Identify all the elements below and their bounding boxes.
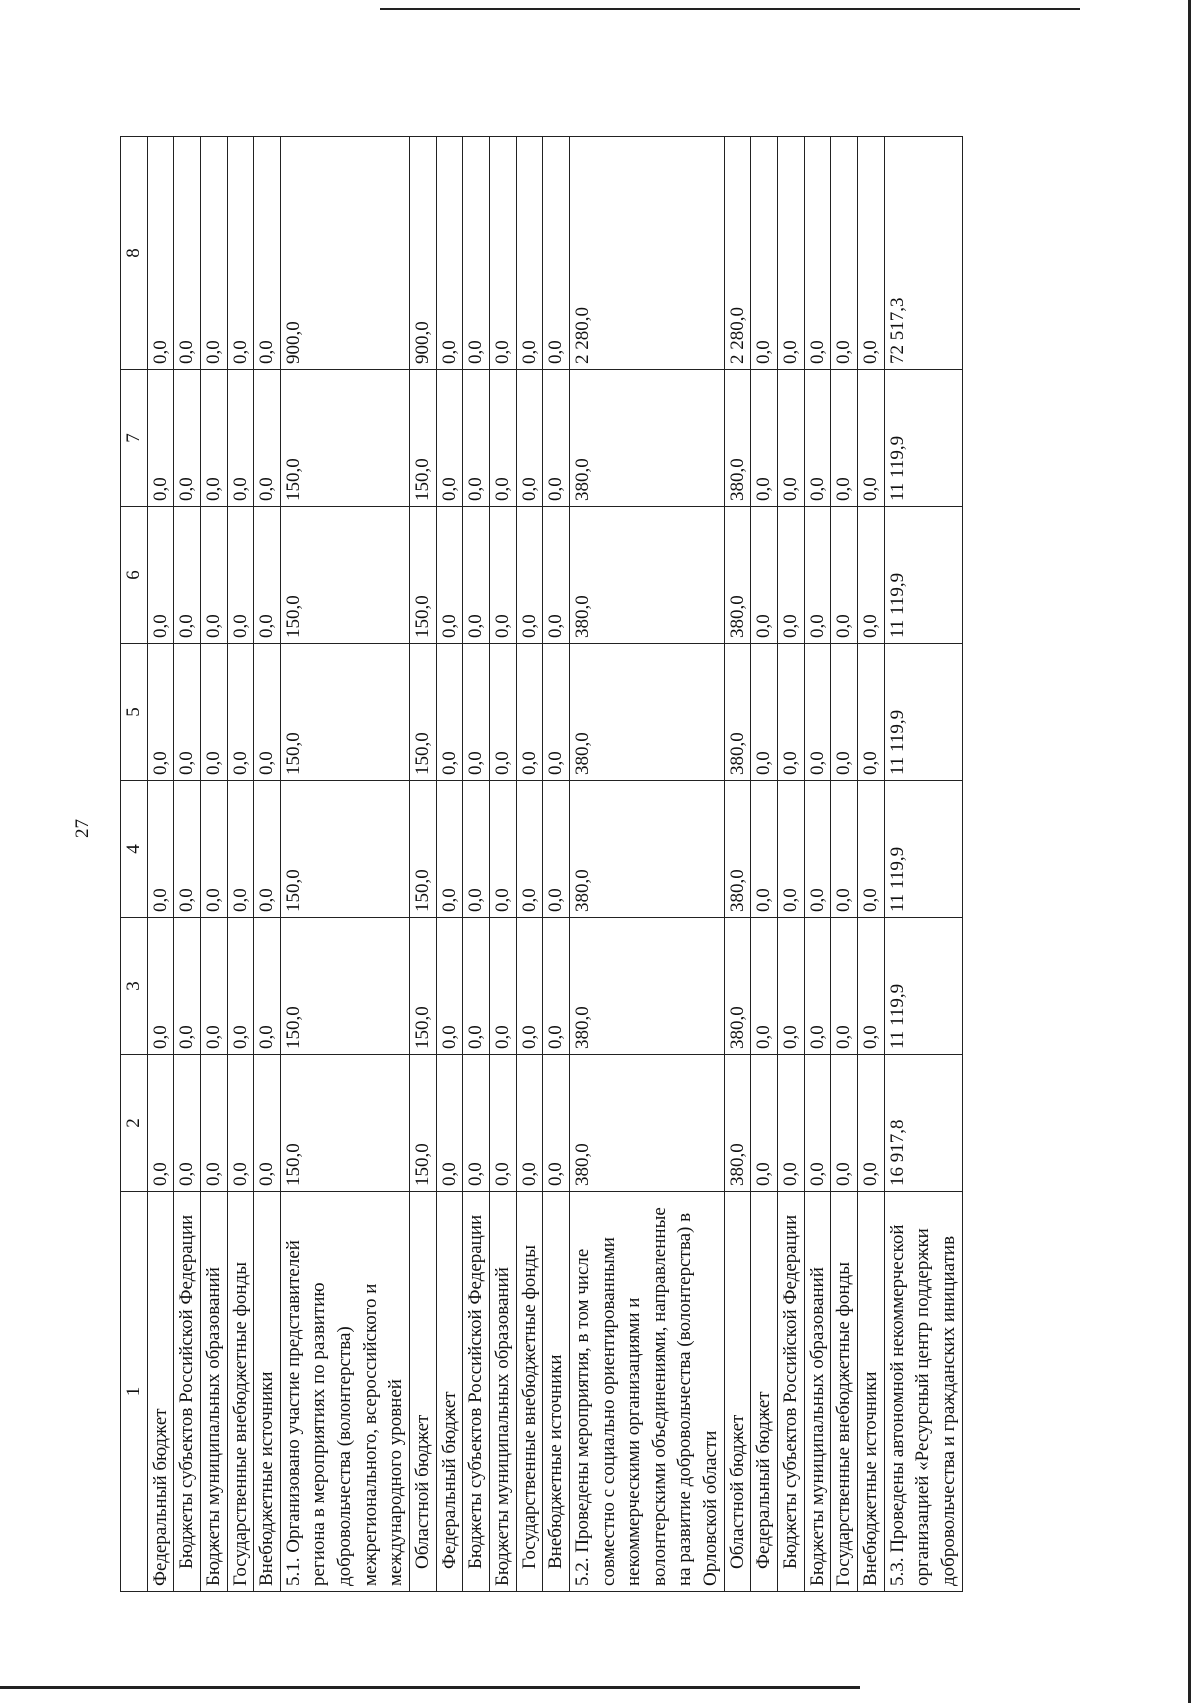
table-row	[778, 137, 805, 1592]
value-cell: 0,0	[778, 644, 805, 781]
value-cell: 0,0	[543, 137, 570, 370]
value-cell: 0,0	[147, 644, 174, 781]
value-cell: 0,0	[543, 918, 570, 1055]
table-row	[884, 137, 962, 1592]
value-cell: 0,0	[463, 781, 490, 918]
value-cell: 72 517,3	[884, 137, 962, 370]
value-cell: 380,0	[724, 1055, 751, 1192]
value-cell: 380,0	[569, 1055, 724, 1192]
value-cell: 0,0	[778, 781, 805, 918]
value-cell: 0,0	[804, 644, 831, 781]
row-label: Бюджеты субъектов Российской Федерации	[174, 1192, 201, 1592]
value-cell: 0,0	[147, 507, 174, 644]
value-cell: 0,0	[831, 781, 858, 918]
value-cell: 0,0	[254, 644, 281, 781]
value-cell: 0,0	[857, 1055, 884, 1192]
row-label: Бюджеты муниципальных образований	[200, 1192, 227, 1592]
value-cell: 0,0	[227, 137, 254, 370]
row-label: Федеральный бюджет	[147, 1192, 174, 1592]
table-row	[724, 137, 751, 1592]
value-cell: 0,0	[200, 918, 227, 1055]
table-row	[227, 137, 254, 1592]
row-label: 5.2. Проведены мероприятия, в том числе совместно с социально ориентированными некоммерческими организациями и волонтерскими объединениями, направленные на развитие добровольчества (волонтерства) в Орловской области	[569, 1192, 724, 1592]
value-cell: 0,0	[831, 137, 858, 370]
value-cell: 150,0	[410, 370, 437, 507]
value-cell: 0,0	[200, 507, 227, 644]
table-row	[857, 137, 884, 1592]
value-cell: 0,0	[254, 1055, 281, 1192]
column-header: 1	[121, 1192, 148, 1592]
value-cell: 150,0	[280, 507, 409, 644]
row-label: Внебюджетные источники	[254, 1192, 281, 1592]
value-cell: 0,0	[831, 644, 858, 781]
value-cell: 0,0	[751, 781, 778, 918]
value-cell: 0,0	[147, 781, 174, 918]
value-cell: 11 119,9	[884, 644, 962, 781]
value-cell: 0,0	[147, 370, 174, 507]
value-cell: 0,0	[463, 644, 490, 781]
row-label: Бюджеты субъектов Российской Федерации	[463, 1192, 490, 1592]
value-cell: 0,0	[200, 137, 227, 370]
value-cell: 0,0	[147, 918, 174, 1055]
budget-table	[120, 136, 963, 1592]
row-label: Областной бюджет	[724, 1192, 751, 1592]
table-row	[200, 137, 227, 1592]
value-cell: 380,0	[569, 370, 724, 507]
top-scan-edge	[380, 8, 1080, 10]
value-cell: 0,0	[174, 137, 201, 370]
value-cell: 0,0	[227, 781, 254, 918]
table-row	[174, 137, 201, 1592]
row-label: Внебюджетные источники	[543, 1192, 570, 1592]
value-cell: 150,0	[410, 918, 437, 1055]
value-cell: 0,0	[778, 507, 805, 644]
value-cell: 0,0	[831, 370, 858, 507]
value-cell: 0,0	[804, 137, 831, 370]
value-cell: 0,0	[200, 644, 227, 781]
table-row	[516, 137, 543, 1592]
value-cell: 380,0	[724, 781, 751, 918]
value-cell: 0,0	[489, 918, 516, 1055]
value-cell: 0,0	[751, 507, 778, 644]
column-header: 6	[121, 507, 148, 644]
value-cell: 0,0	[516, 1055, 543, 1192]
table-row	[569, 137, 724, 1592]
value-cell: 0,0	[200, 1055, 227, 1192]
table-row	[831, 137, 858, 1592]
value-cell: 150,0	[280, 1055, 409, 1192]
value-cell: 2 280,0	[569, 137, 724, 370]
value-cell: 0,0	[543, 507, 570, 644]
column-header: 5	[121, 644, 148, 781]
value-cell: 0,0	[254, 370, 281, 507]
value-cell: 0,0	[436, 137, 463, 370]
column-header: 7	[121, 370, 148, 507]
value-cell: 0,0	[463, 1055, 490, 1192]
value-cell: 0,0	[200, 370, 227, 507]
value-cell: 900,0	[410, 137, 437, 370]
row-label: Федеральный бюджет	[751, 1192, 778, 1592]
value-cell: 380,0	[724, 507, 751, 644]
value-cell: 2 280,0	[724, 137, 751, 370]
value-cell: 0,0	[543, 644, 570, 781]
value-cell: 0,0	[751, 137, 778, 370]
value-cell: 0,0	[174, 1055, 201, 1192]
value-cell: 0,0	[778, 137, 805, 370]
value-cell: 0,0	[804, 370, 831, 507]
value-cell: 0,0	[436, 918, 463, 1055]
table-row	[410, 137, 437, 1592]
value-cell: 0,0	[804, 507, 831, 644]
column-header: 3	[121, 918, 148, 1055]
value-cell: 0,0	[254, 918, 281, 1055]
header-row	[121, 137, 148, 1592]
value-cell: 0,0	[857, 918, 884, 1055]
value-cell: 0,0	[147, 137, 174, 370]
value-cell: 150,0	[280, 644, 409, 781]
value-cell: 0,0	[489, 1055, 516, 1192]
table-row	[463, 137, 490, 1592]
row-label: Областной бюджет	[410, 1192, 437, 1592]
value-cell: 0,0	[751, 918, 778, 1055]
value-cell: 0,0	[516, 781, 543, 918]
value-cell: 0,0	[778, 370, 805, 507]
value-cell: 0,0	[489, 137, 516, 370]
value-cell: 380,0	[724, 918, 751, 1055]
table-row	[436, 137, 463, 1592]
value-cell: 0,0	[831, 507, 858, 644]
value-cell: 380,0	[569, 781, 724, 918]
value-cell: 0,0	[147, 1055, 174, 1192]
value-cell: 0,0	[857, 137, 884, 370]
row-label: Бюджеты субъектов Российской Федерации	[778, 1192, 805, 1592]
value-cell: 900,0	[280, 137, 409, 370]
value-cell: 150,0	[410, 507, 437, 644]
value-cell: 0,0	[174, 644, 201, 781]
row-label: Федеральный бюджет	[436, 1192, 463, 1592]
value-cell: 0,0	[174, 918, 201, 1055]
value-cell: 0,0	[489, 507, 516, 644]
value-cell: 0,0	[227, 918, 254, 1055]
row-label: Государственные внебюджетные фонды	[227, 1192, 254, 1592]
value-cell: 150,0	[410, 1055, 437, 1192]
value-cell: 150,0	[280, 781, 409, 918]
value-cell: 0,0	[751, 644, 778, 781]
value-cell: 0,0	[489, 644, 516, 781]
column-header: 8	[121, 137, 148, 370]
value-cell: 0,0	[778, 1055, 805, 1192]
value-cell: 0,0	[831, 918, 858, 1055]
value-cell: 0,0	[857, 644, 884, 781]
table-row	[254, 137, 281, 1592]
value-cell: 150,0	[280, 370, 409, 507]
value-cell: 0,0	[516, 137, 543, 370]
table-row	[751, 137, 778, 1592]
value-cell: 11 119,9	[884, 507, 962, 644]
rotated-table-container	[120, 137, 1120, 1592]
value-cell: 380,0	[569, 507, 724, 644]
value-cell: 150,0	[280, 918, 409, 1055]
value-cell: 380,0	[569, 918, 724, 1055]
column-header: 4	[121, 781, 148, 918]
value-cell: 0,0	[436, 507, 463, 644]
table-row	[280, 137, 409, 1592]
value-cell: 0,0	[516, 370, 543, 507]
value-cell: 0,0	[227, 1055, 254, 1192]
value-cell: 0,0	[436, 370, 463, 507]
value-cell: 0,0	[857, 781, 884, 918]
row-label: Государственные внебюджетные фонды	[831, 1192, 858, 1592]
page-number: 27	[72, 819, 93, 838]
value-cell: 0,0	[543, 781, 570, 918]
value-cell: 0,0	[489, 781, 516, 918]
value-cell: 0,0	[463, 507, 490, 644]
value-cell: 0,0	[174, 781, 201, 918]
value-cell: 150,0	[410, 644, 437, 781]
table-row	[489, 137, 516, 1592]
right-scan-edge	[1188, 0, 1191, 1703]
value-cell: 0,0	[174, 507, 201, 644]
value-cell: 0,0	[227, 370, 254, 507]
value-cell: 380,0	[724, 370, 751, 507]
bottom-scan-edge	[0, 1686, 860, 1689]
value-cell: 0,0	[804, 1055, 831, 1192]
row-label: Бюджеты муниципальных образований	[804, 1192, 831, 1592]
row-label: Внебюджетные источники	[857, 1192, 884, 1592]
value-cell: 0,0	[227, 507, 254, 644]
value-cell: 11 119,9	[884, 370, 962, 507]
value-cell: 0,0	[543, 1055, 570, 1192]
row-label: Бюджеты муниципальных образований	[489, 1192, 516, 1592]
table-row	[804, 137, 831, 1592]
value-cell: 150,0	[410, 781, 437, 918]
value-cell: 0,0	[778, 918, 805, 1055]
row-label: 5.1. Организовано участие представителей региона в мероприятиях по развитию добровольчества (волонтерства) межрегионального, всероссийского и международного уровней	[280, 1192, 409, 1592]
value-cell: 11 119,9	[884, 918, 962, 1055]
value-cell: 0,0	[489, 370, 516, 507]
value-cell: 0,0	[463, 370, 490, 507]
value-cell: 0,0	[516, 507, 543, 644]
value-cell: 380,0	[724, 644, 751, 781]
table-row	[147, 137, 174, 1592]
row-label: Государственные внебюджетные фонды	[516, 1192, 543, 1592]
value-cell: 0,0	[516, 918, 543, 1055]
row-label: 5.3. Проведены автономной некоммерческой организацией «Ресурсный центр поддержки добровольчества и гражданских инициатив	[884, 1192, 962, 1592]
value-cell: 16 917,8	[884, 1055, 962, 1192]
table-row	[543, 137, 570, 1592]
value-cell: 0,0	[254, 137, 281, 370]
value-cell: 0,0	[516, 644, 543, 781]
value-cell: 0,0	[200, 781, 227, 918]
value-cell: 0,0	[174, 370, 201, 507]
value-cell: 0,0	[254, 507, 281, 644]
value-cell: 380,0	[569, 644, 724, 781]
value-cell: 0,0	[463, 918, 490, 1055]
value-cell: 0,0	[543, 370, 570, 507]
value-cell: 0,0	[436, 644, 463, 781]
value-cell: 0,0	[831, 1055, 858, 1192]
value-cell: 0,0	[804, 781, 831, 918]
value-cell: 0,0	[751, 370, 778, 507]
value-cell: 0,0	[857, 370, 884, 507]
column-header: 2	[121, 1055, 148, 1192]
value-cell: 0,0	[254, 781, 281, 918]
value-cell: 0,0	[751, 1055, 778, 1192]
value-cell: 0,0	[857, 507, 884, 644]
value-cell: 11 119,9	[884, 781, 962, 918]
value-cell: 0,0	[436, 781, 463, 918]
value-cell: 0,0	[463, 137, 490, 370]
value-cell: 0,0	[804, 918, 831, 1055]
value-cell: 0,0	[436, 1055, 463, 1192]
value-cell: 0,0	[227, 644, 254, 781]
